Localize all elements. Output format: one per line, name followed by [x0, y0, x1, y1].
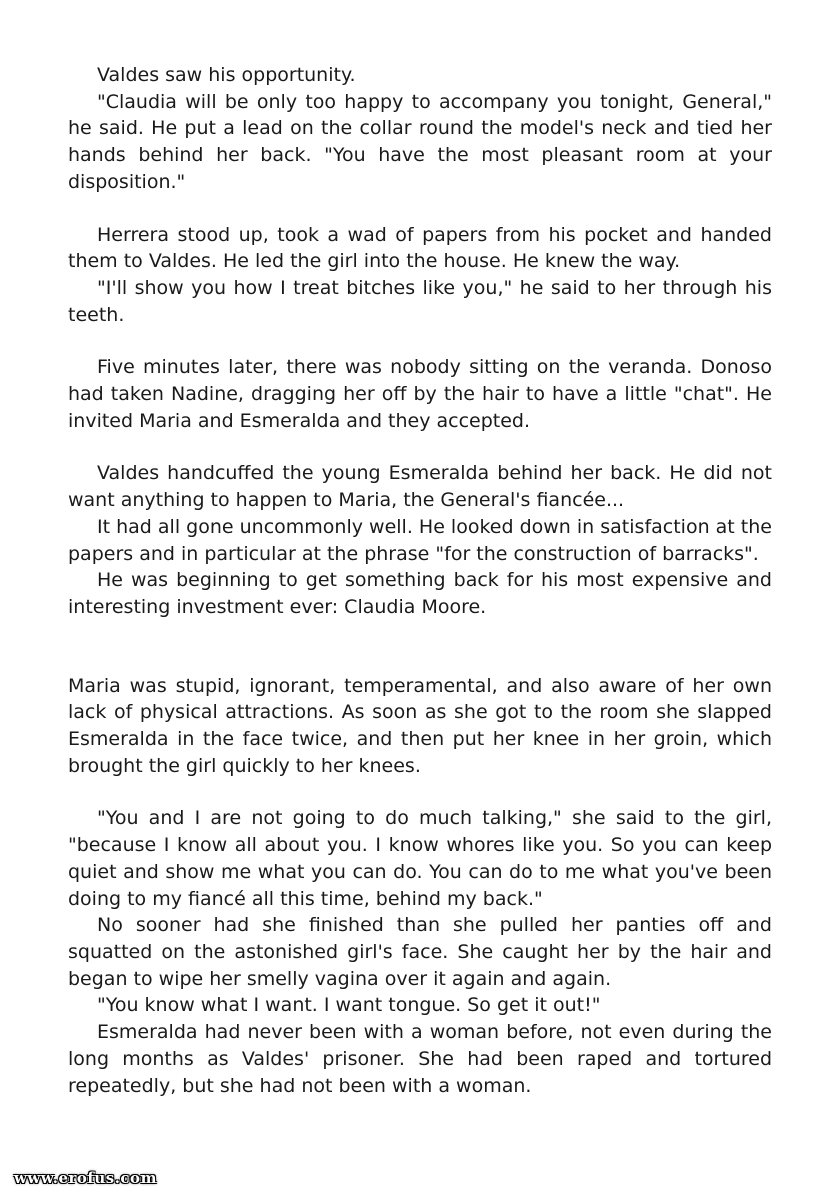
- paragraph-7: It had all gone uncommonly well. He looked down in satisfaction at the papers and in particular at the phrase "for the construction of barracks".: [68, 515, 772, 565]
- paragraph-1: Valdes saw his opportunity.: [97, 64, 356, 86]
- paragraph-8: He was beginning to get something back for his most expensive and interesting investment ever: Claudia Moore.: [68, 569, 772, 618]
- paragraph-spacer: [68, 779, 772, 805]
- paragraph-9: Maria was stupid, ignorant, temperamental, and also aware of her own lack of physical attractions. As soon as she got to the room she slapped Esmeralda in the face twice, and then put her knee in her groin, which brought the girl quickly to her knees.: [68, 674, 772, 777]
- document-page: [68, 62, 772, 1099]
- paragraph-2: "Claudia will be only too happy to accompany you tonight, General," he said. He put a lead on the collar round the model's neck and tied her hands behind her back. "You have the most pleasant room at your disposition.": [68, 90, 772, 193]
- paragraph-3: Herrera stood up, took a wad of papers from his pocket and handed them to Valdes. He led the girl into the house. He knew the way.: [68, 223, 772, 273]
- paragraph-12: "You know what I want. I want tongue. So get it out!": [97, 994, 601, 1017]
- paragraph-6: Valdes handcuffed the young Esmeralda behind her back. He did not want anything to happen to Maria, the General's fiancée...: [68, 462, 772, 512]
- paragraph-11: No sooner had she finished than she pulled her panties off and squatted on the astonished girl's face. She caught her by the hair and began to wipe her smelly vagina over it again and again.: [68, 914, 772, 990]
- paragraph-10: "You and I are not going to do much talking," she said to the girl, "because I know all about you. I know whores like you. So you can keep quiet and show me what you can do. You can do to me what you've been doing to my fiancé all this time, behind my back.": [68, 807, 772, 910]
- paragraph-5: Five minutes later, there was nobody sitting on the veranda. Donoso had taken Nadine, dragging her off by the hair to have a little "chat". He invited Maria and Esmeralda and they accepted.: [68, 356, 772, 432]
- section-break: [68, 621, 772, 673]
- paragraph-spacer: [68, 196, 772, 222]
- paragraph-4: "I'll show you how I treat bitches like you," he said to her through his teeth.: [68, 276, 772, 326]
- paragraph-13: Esmeralda had never been with a woman before, not even during the long months as Valdes' prisoner. She had been raped and tortured repeatedly, but she had not been with a woman.: [68, 1021, 772, 1097]
- paragraph-spacer: [68, 434, 772, 460]
- paragraph-spacer: [68, 328, 772, 354]
- watermark: www.erofus.com: [14, 1169, 157, 1187]
